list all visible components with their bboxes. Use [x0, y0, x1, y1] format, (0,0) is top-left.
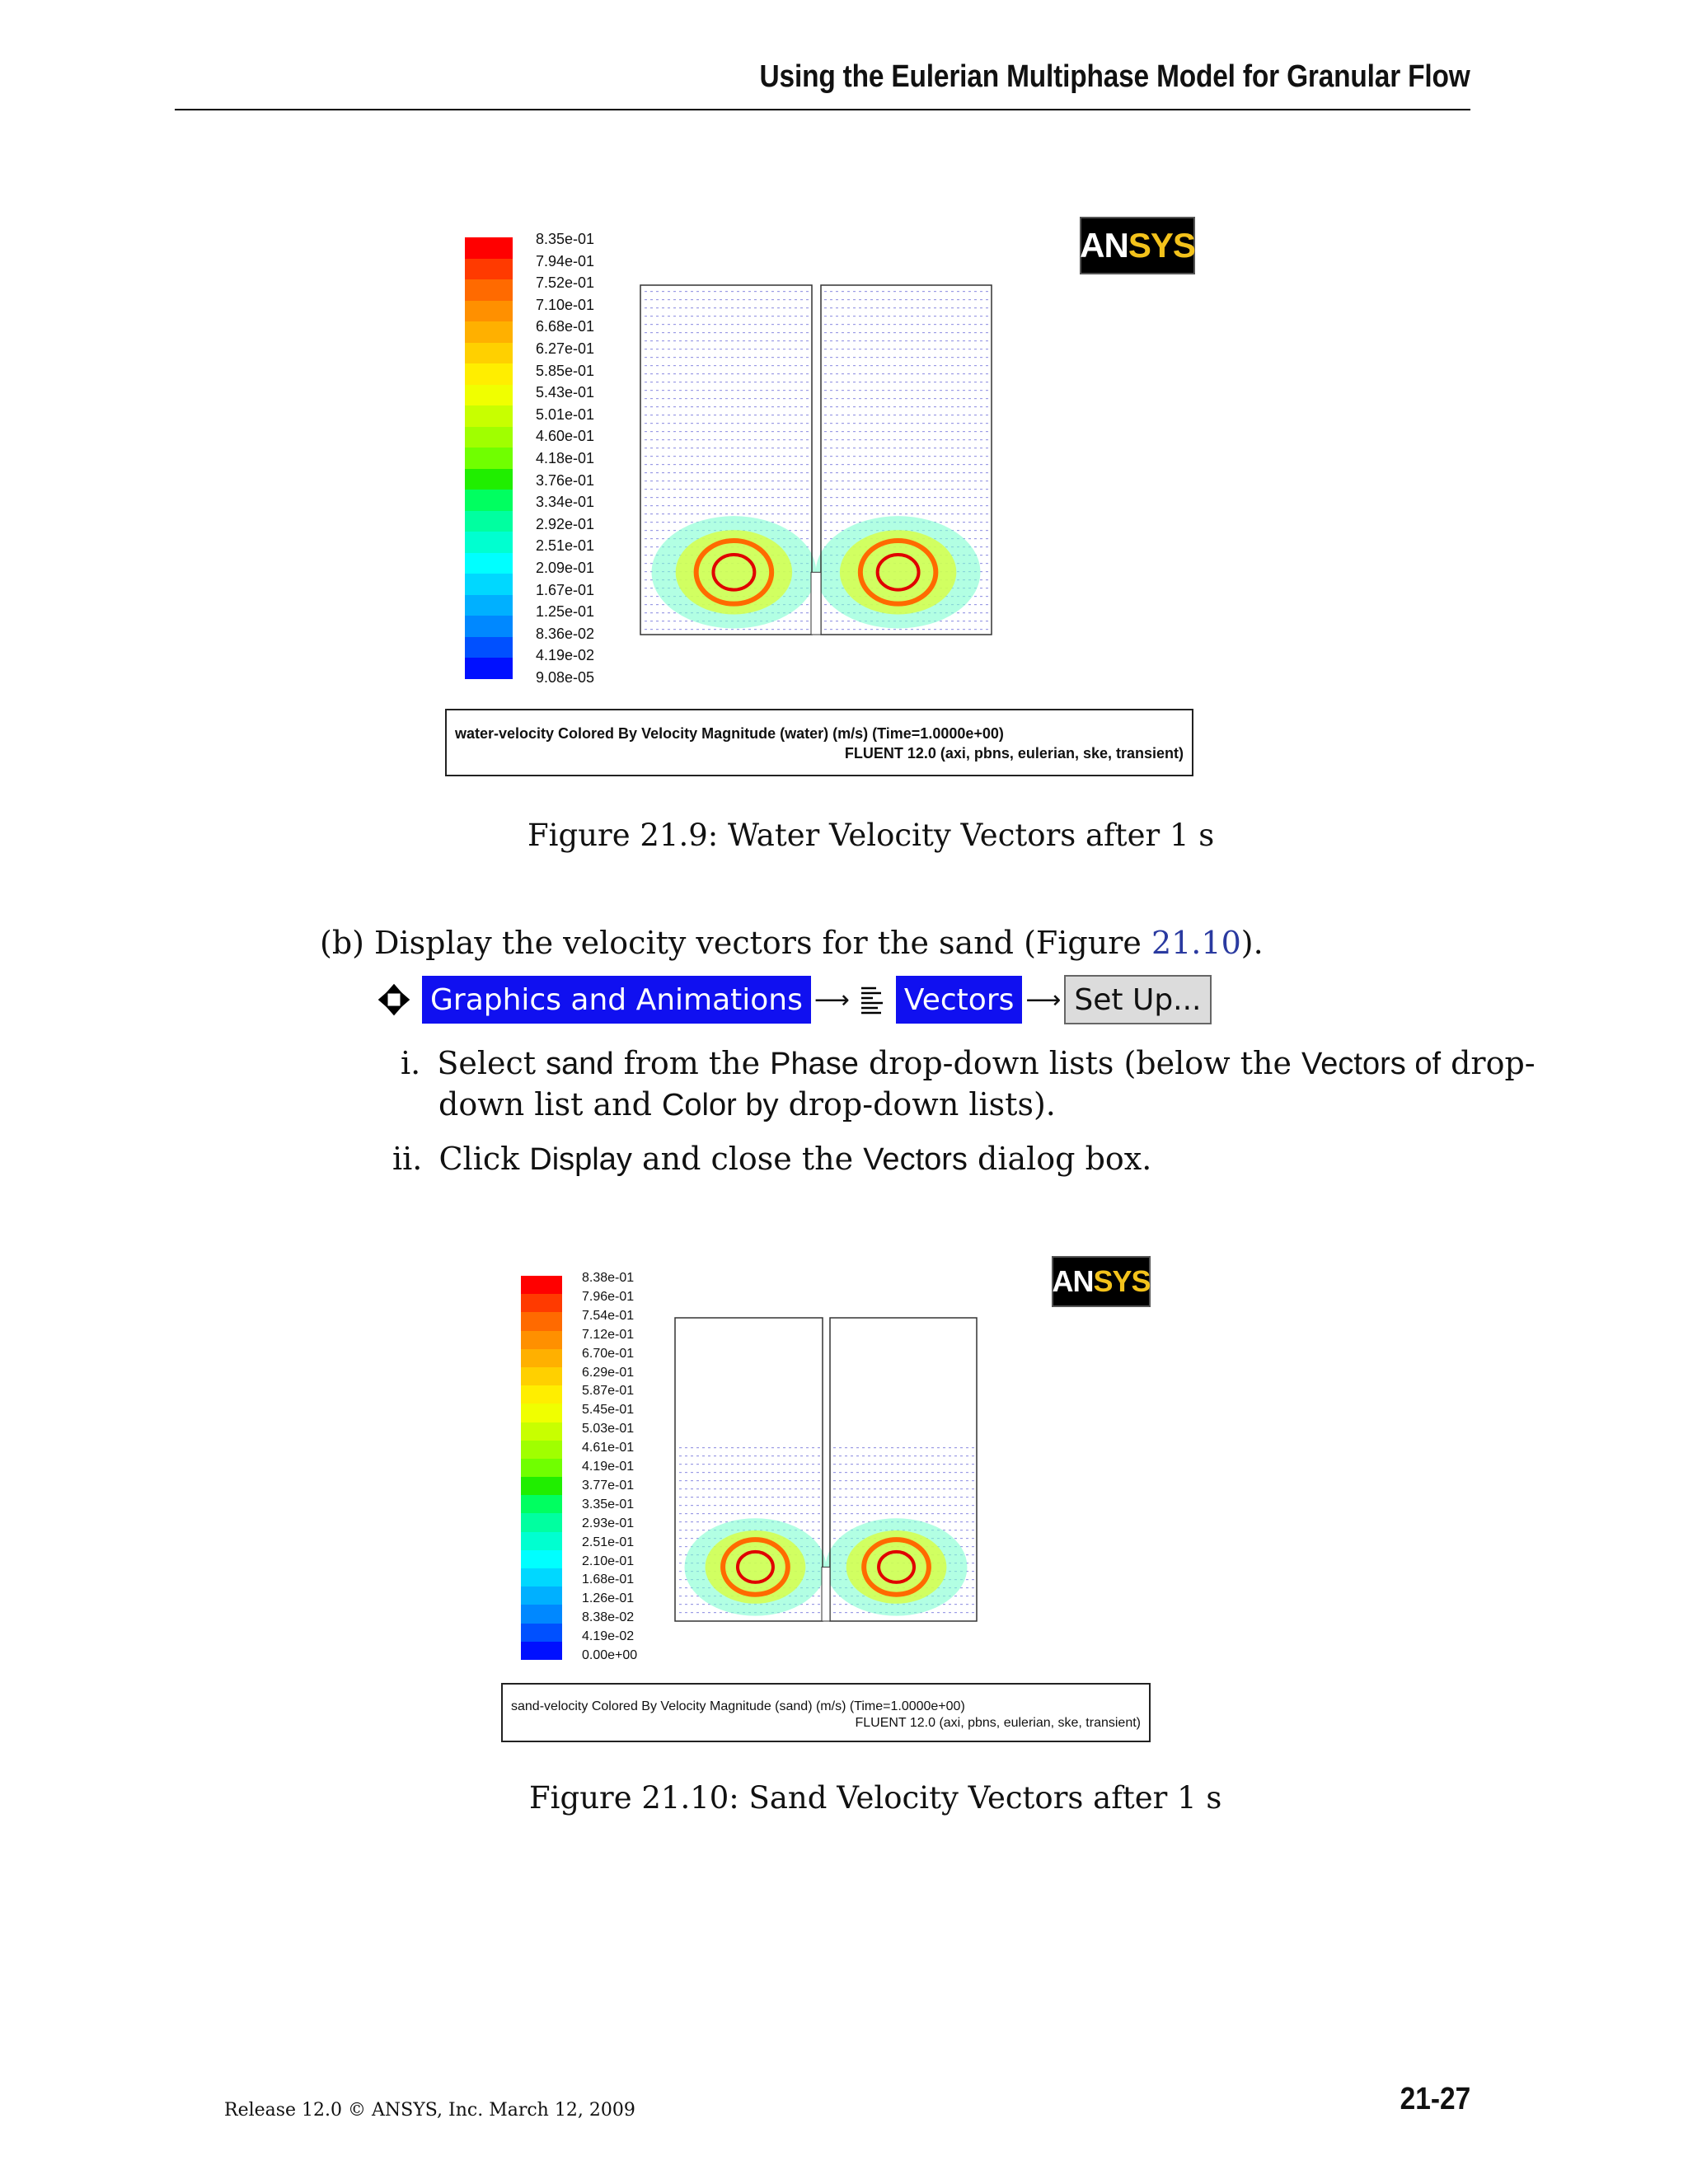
legend-label: 8.36e-02	[536, 625, 595, 642]
ansys-logo: AN SYS	[1080, 217, 1195, 274]
legend-swatch	[521, 1385, 562, 1404]
legend-swatch	[465, 321, 513, 343]
legend-label: 1.26e-01	[582, 1591, 635, 1606]
legend-label: 4.18e-01	[536, 450, 595, 466]
vector-plot	[640, 284, 992, 635]
move-icon	[377, 983, 410, 1016]
legend-swatch	[465, 448, 513, 469]
legend-swatch	[465, 469, 513, 490]
set-up-button[interactable]: Set Up...	[1064, 975, 1211, 1024]
legend-label: 7.94e-01	[536, 252, 595, 269]
legend-label: 8.38e-02	[582, 1610, 635, 1625]
running-header: Using the Eulerian Multiphase Model for Granular Flow	[759, 59, 1470, 94]
legend-label: 3.34e-01	[536, 494, 595, 511]
legend-label: 3.35e-01	[582, 1497, 635, 1511]
plot-info-line-1: water-velocity Colored By Velocity Magnitude (water) (m/s) (Time=1.0000e+00)	[455, 725, 1004, 742]
legend-label: 5.87e-01	[582, 1384, 635, 1399]
graphics-and-animations-button[interactable]: Graphics and Animations	[422, 976, 811, 1024]
legend-label: 8.38e-01	[582, 1271, 635, 1285]
legend-label: 6.29e-01	[582, 1365, 635, 1380]
legend-swatch	[521, 1422, 562, 1441]
header-rule	[175, 109, 1470, 110]
legend-swatch	[521, 1404, 562, 1422]
legend-swatch	[465, 405, 513, 427]
legend-swatch	[465, 658, 513, 679]
legend-label: 6.27e-01	[536, 340, 595, 357]
legend-label: 2.09e-01	[536, 560, 595, 576]
legend-label: 4.19e-01	[582, 1460, 635, 1474]
legend-swatch	[465, 363, 513, 385]
legend-label: 5.03e-01	[582, 1422, 635, 1436]
legend-label: 7.52e-01	[536, 274, 595, 292]
legend-swatch	[465, 259, 513, 280]
legend-swatch	[521, 1459, 562, 1477]
ansys-logo: AN SYS	[1052, 1256, 1151, 1307]
plot-info-box	[501, 1683, 1151, 1742]
legend-label: 4.61e-01	[582, 1441, 635, 1455]
legend-label: 2.92e-01	[536, 515, 595, 532]
figure-caption: Figure 21.10: Sand Velocity Vectors after 1 s	[529, 1780, 1222, 1816]
legend-label: 7.10e-01	[536, 296, 595, 313]
legend-label: 4.19e-02	[536, 647, 595, 664]
plot-info-line-2: FLUENT 12.0 (axi, pbns, eulerian, ske, transient)	[855, 1716, 1141, 1730]
legend-swatch	[521, 1276, 562, 1294]
footer-release: Release 12.0 © ANSYS, Inc. March 12, 2009	[224, 2100, 635, 2121]
legend-label: 5.45e-01	[582, 1403, 635, 1418]
vectors-list-icon	[860, 983, 884, 1016]
legend-swatch	[521, 1642, 562, 1660]
legend-swatch	[521, 1312, 562, 1330]
legend-label: 2.93e-01	[582, 1516, 635, 1530]
color-legend-bar	[465, 237, 513, 679]
step-b-text: (b) Display the velocity vectors for the sand (Figure 21.10).	[320, 925, 1264, 961]
legend-swatch	[521, 1294, 562, 1312]
color-legend-bar	[521, 1276, 562, 1660]
legend-label: 4.60e-01	[536, 428, 595, 445]
legend-label: 7.54e-01	[582, 1308, 635, 1323]
legend-label: 6.68e-01	[536, 318, 595, 335]
legend-label: 1.68e-01	[582, 1572, 635, 1587]
legend-swatch	[521, 1605, 562, 1623]
legend-swatch	[465, 279, 513, 301]
figure-caption: Figure 21.9: Water Velocity Vectors after 1 s	[528, 818, 1215, 853]
page-number: 21-27	[1400, 2082, 1470, 2116]
legend-label: 3.77e-01	[582, 1478, 635, 1493]
legend-label: 2.51e-01	[536, 537, 595, 555]
plot-info-box	[445, 709, 1193, 776]
legend-swatch	[465, 595, 513, 616]
legend-swatch	[465, 237, 513, 259]
vector-plot	[674, 1317, 978, 1622]
vectors-button[interactable]: Vectors	[896, 976, 1022, 1024]
legend-label: 1.25e-01	[536, 603, 595, 621]
legend-swatch	[521, 1477, 562, 1495]
legend-label: 3.76e-01	[536, 471, 595, 489]
legend-swatch	[465, 490, 513, 511]
legend-swatch	[465, 343, 513, 364]
legend-label: 0.00e+00	[582, 1648, 638, 1662]
legend-swatch	[465, 616, 513, 637]
arrow-icon: ⟶	[814, 985, 850, 1015]
legend-swatch	[465, 574, 513, 595]
legend-swatch	[465, 511, 513, 532]
plot-info-line-1: sand-velocity Colored By Velocity Magnitude (sand) (m/s) (Time=1.0000e+00)	[511, 1699, 965, 1713]
legend-label: 7.12e-01	[582, 1327, 635, 1342]
legend-swatch	[521, 1367, 562, 1385]
legend-swatch	[465, 301, 513, 322]
legend-swatch	[521, 1349, 562, 1367]
legend-label: 5.43e-01	[536, 384, 595, 401]
legend-swatch	[465, 385, 513, 406]
legend-swatch	[521, 1586, 562, 1605]
substep-i-line-1: i. Select sand from the Phase drop-down lists (below the Vectors of drop-	[401, 1045, 1536, 1081]
legend-swatch	[521, 1532, 562, 1550]
navigation-path	[377, 977, 1212, 1023]
legend-label: 1.67e-01	[536, 581, 595, 598]
legend-swatch	[521, 1513, 562, 1531]
legend-label: 8.35e-01	[536, 231, 595, 247]
legend-swatch	[465, 637, 513, 658]
legend-swatch	[465, 532, 513, 553]
legend-label: 4.19e-02	[582, 1629, 635, 1644]
plot-info-line-2: FLUENT 12.0 (axi, pbns, eulerian, ske, transient)	[844, 745, 1184, 762]
legend-label: 7.96e-01	[582, 1289, 635, 1304]
legend-swatch	[521, 1441, 562, 1459]
legend-swatch	[521, 1624, 562, 1642]
legend-label: 6.70e-01	[582, 1346, 635, 1361]
legend-swatch	[521, 1495, 562, 1513]
substep-ii: ii. Click Display and close the Vectors dialog box.	[392, 1141, 1152, 1177]
substep-i-line-2: down list and Color by drop-down lists).	[438, 1086, 1056, 1122]
legend-swatch	[465, 427, 513, 448]
legend-label: 2.51e-01	[582, 1535, 635, 1549]
arrow-icon: ⟶	[1025, 985, 1062, 1015]
legend-label: 9.08e-05	[536, 669, 595, 686]
figure-ref-link[interactable]: 21.10	[1151, 925, 1241, 961]
legend-label: 5.01e-01	[536, 405, 595, 423]
legend-swatch	[521, 1568, 562, 1586]
legend-label: 2.10e-01	[582, 1554, 635, 1568]
legend-swatch	[521, 1550, 562, 1568]
legend-swatch	[521, 1331, 562, 1349]
legend-label: 5.85e-01	[536, 362, 595, 379]
legend-swatch	[465, 553, 513, 574]
